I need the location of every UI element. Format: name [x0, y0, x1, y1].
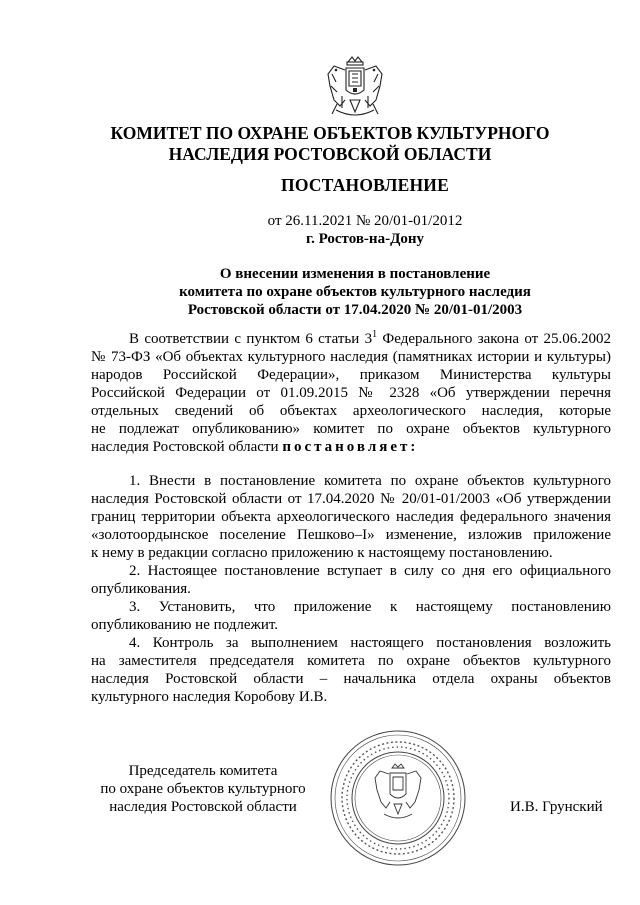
item-2-line: опубликования.: [91, 581, 191, 597]
item-3-line: 3. Установить, что приложение к настоящему постановлению: [129, 599, 611, 615]
preamble-line: не подлежат опубликованию» комитет по охране объектов культурного: [91, 421, 611, 437]
document-subject: [120, 265, 590, 319]
organization-name-line2: НАСЛЕДИЯ РОСТОВСКОЙ ОБЛАСТИ: [168, 144, 492, 164]
preamble-line: народов Российской Федерации», приказом Министерства культуры: [91, 367, 611, 383]
resolution-items: [91, 472, 611, 706]
preamble-line: наследия Ростовской области постановляет:: [91, 439, 419, 455]
item-4-line: наследия Ростовской области – начальника отдела охраны объектов: [91, 671, 611, 687]
item-1-line: 1. Внести в постановление комитета по охране объектов культурного: [129, 473, 611, 489]
preamble-line: В соответствии с пунктом 6 статьи $3^1$ Федерального закона от 25.06.2002: [129, 329, 611, 347]
item-4-line: культурного наследия Коробову И.В.: [91, 689, 328, 705]
document-type: ПОСТАНОВЛЕНИЕ: [281, 175, 449, 195]
signer-title: [90, 762, 316, 816]
signer-title-line: Председатель комитета: [128, 763, 278, 779]
signer-title-line: по охране объектов культурного: [100, 781, 306, 797]
preamble-line: № 73-ФЗ «Об объектах культурного наследия (памятниках истории и культуры): [91, 349, 611, 365]
subject-line: Ростовской области от 17.04.2020 № 20/01-01/2003: [187, 302, 523, 318]
coat-of-arms-icon: [322, 56, 388, 120]
official-seal-icon: [328, 728, 468, 868]
subject-line: комитета по охране объектов культурного наследия: [179, 284, 531, 300]
item-1-line: к нему в редакции согласно приложению к настоящему постановлению.: [91, 545, 553, 561]
item-1-line: «золотоордынское поселение Пешково–I» изменение, изложив приложение: [91, 527, 611, 543]
organization-name-line1: КОМИТЕТ ПО ОХРАНЕ ОБЪЕКТОВ КУЛЬТУРНОГО: [110, 123, 550, 143]
item-1-line: границ территории объекта археологического наследия федерального значения: [91, 509, 611, 525]
date-and-number: от 26.11.2021 № 20/01-01/2012: [267, 213, 463, 229]
city: г. Ростов-на-Дону: [305, 231, 425, 247]
item-2-line: 2. Настоящее постановление вступает в силу со дня его официального: [129, 563, 611, 579]
item-1-line: наследия Ростовской области от 17.04.2020 № 20/01-01/2003 «Об утверждении: [91, 491, 611, 507]
item-4-line: 4. Контроль за выполнением настоящего постановления возложить: [129, 635, 611, 651]
preamble-line: Российской Федерации от 01.09.2015 № 2328 «Об утверждении перечня: [91, 385, 611, 401]
item-4-line: на заместителя председателя комитета по охране объектов культурного: [91, 653, 611, 669]
subject-line: О внесении изменения в постановление: [219, 266, 491, 282]
item-3-line: опубликованию не подлежит.: [91, 617, 279, 633]
article-superscript: 1: [372, 329, 378, 340]
signer-name: И.В. Грунский: [510, 799, 603, 815]
preamble-paragraph: [91, 330, 611, 456]
signer-title-line: наследия Ростовской области: [109, 799, 297, 815]
resolves-keyword: постановляет:: [282, 439, 419, 455]
preamble-line: отдельных сведений об объектах археологического наследия, которые: [91, 403, 611, 419]
